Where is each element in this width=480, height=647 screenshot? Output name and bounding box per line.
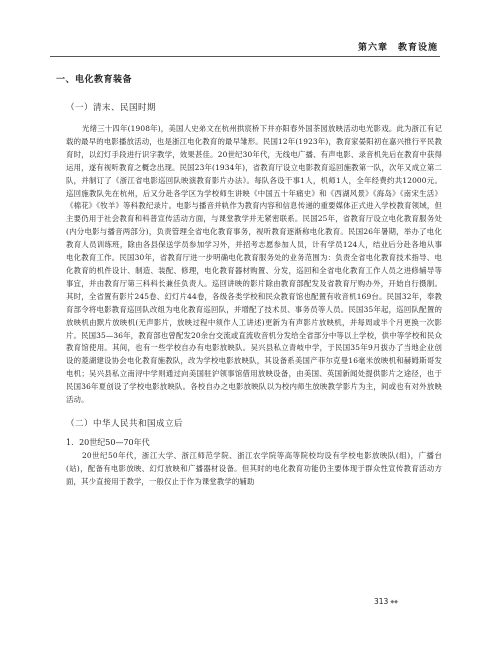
paragraph-1: 光绪三十四年(1908年)，美国人史弟文在杭州拱宸桥下井亦阳春外国茶园放映活动电光影戏。此为浙江有记载的最早的电影播放活动，也是浙江电化教育的最早雏形。民国12年(1923年)，教育家晏阳初在嘉兴推行平民教育时，以幻灯手段进行识字教学，效果甚佳。20世纪30年代，无线电广播、有声电影、录音机先后在教育中获得运用，遂有视听教育之概念出现。民国23年(1934年)，省教育厅设立电影教育巡回施教第一队，次年又成立第二队，并制订了《浙江省电影巡回队映演教育影片办法》。每队各设干事1人，机师1人，全年经费约共12000元。巡回施教队先在杭州，后又分赴各学区为学校师生讲映《中国五十年痛史》和《西湖风景》《海岛》《南宋生活》《棉花》《牧羊》等科教纪录片。电影与播音并轨作为教育内容和信息传递的重要媒体正式进入学校教育领域，但主要仍用于社会教育和科普宣传活动方面，与课堂教学并无紧密联系。民国25年，省教育厅设立电化教育服务处(内分电影与播音两部分)，负责管理全省电化教育事务，视听教育逐渐称电化教育。民国26年暑期，举办了电化教育人员训练班，除由各县保送学员参加学习外，并招考志愿参加人员，计有学员124人，结业后分赴各地从事电化教育工作。民国30年，省教育厅进一步明确电化教育服务处的业务范围为：负责全省电化教育技术指导、电化教育的机件设计、制造、装配、修理，电化教育器材购置、分发，巡回和全省电化教育工作人员之进修辅导等事宜，并由教育厅第三科科长兼任负责人。巡回讲映的影片除由教育部配发及省教育厅购办外，开始自行摄制。其时，全省置有影片245卷、幻灯片44卷，各级各类学校和民众教育馆也配置有收音机169台。民国32年，奉教育部令将电影教育巡回队改组为电化教育巡回队，并增配了技术员、事务员等人员。民国35年起，巡回队配置的放映机由默片放映机(无声影片，放映过程中须作人工讲述)更新为有声影片放映机，并每周或半个月更换一次影片。民国35—36年，教育部也曾配发20余台交流或直流收音机分发给全省部分中等以上学校，供中等学校和民众教育馆使用。其间，也有一些学校自办有电影放映队。吴兴县私立青岐中学，于民国35年9月拔办了当地企业创设的菱湖建设协会电化教育施教队，改为学校电影放映队，其设备系美国产菲尔克曼16毫米放映机和赫姆斯哥发电机；吴兴县私立南浔中学则通过向美国驻沪领事馆借用放映设备，由美国、英国新闻处提供影片之途径，也于民国36年夏创设了学校电影放映队。各校自办之电影放映队以为校内师生放映教学影片为主，间或也有对外放映活动。 xyxy=(66,124,442,405)
page-footer xyxy=(374,597,398,606)
page-content xyxy=(56,62,442,489)
page-ornament: ◆◆ xyxy=(390,599,399,605)
subsubsection-title: 1．20世纪50—70年代 xyxy=(66,437,150,447)
chapter-header: 第六章 教育设施 xyxy=(357,43,438,53)
subsection-title-2: （二）中华人民共和国成立后 xyxy=(66,418,184,429)
section-title: 一、电化教育装备 xyxy=(56,75,133,85)
header-rule xyxy=(50,56,440,57)
page-number: 313 xyxy=(374,597,389,606)
paragraph-2: 20世纪50年代，浙江大学、浙江师范学院、浙江农学院等高等院校均设有学校电影放映队(组)，广播台(站)，配备有电影放映、幻灯放映和广播器材设备。但其时的电化教育功能仍主要体现于群众性宣传教育活动方面，其少直接用于教学，一般仅止于作为课堂教学的辅助 xyxy=(66,450,442,486)
subsection-title-1: （一）清末、民国时期 xyxy=(66,103,157,113)
